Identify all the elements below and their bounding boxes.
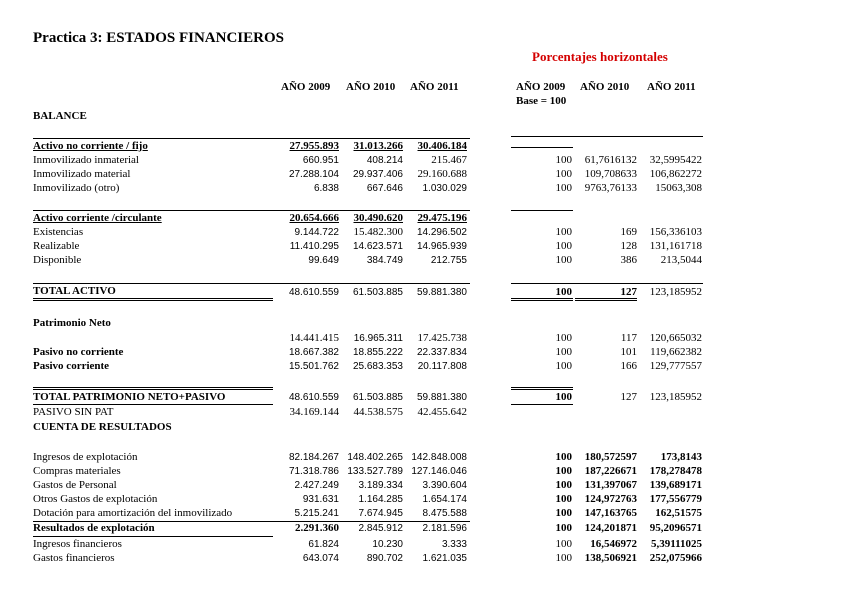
cell-2011: 29.160.688	[417, 168, 467, 180]
double-rule	[33, 298, 273, 301]
pct-2011: 119,662382	[650, 346, 702, 358]
pct-2009: 100	[555, 479, 572, 491]
row-label: Activo no corriente / fijo	[33, 140, 148, 152]
row-label: Compras materiales	[33, 465, 121, 477]
cell-2009: 20.654.666	[289, 212, 339, 224]
row-label: Inmovilizado material	[33, 168, 131, 180]
pct-2011: 162,51575	[655, 507, 702, 519]
row-label: Pasivo no corriente	[33, 346, 124, 358]
cell-2009: 27.288.104	[288, 169, 339, 180]
cell-2011: 14.296.502	[416, 227, 467, 238]
cell-2011: 142.848.008	[411, 452, 467, 463]
cell-2009: 14.441.415	[289, 332, 339, 344]
pct-2010: 127	[620, 286, 637, 298]
rule	[33, 283, 470, 284]
cell-2011: 1.654.174	[422, 494, 467, 505]
cell-2010: 2.845.912	[358, 523, 403, 534]
cell-2009: 5.215.241	[294, 508, 339, 519]
pct-2010: 124,972763	[584, 493, 637, 505]
pct-2009: 100	[555, 346, 572, 358]
rule	[33, 404, 273, 405]
pct-2009: 100	[555, 154, 572, 166]
row-label: Resultados de explotación	[33, 522, 155, 534]
pct-2010: 169	[620, 226, 637, 238]
pct-2009: 100	[555, 182, 572, 194]
cell-2011: 59.881.380	[416, 392, 467, 403]
cell-2011: 127.146.046	[411, 466, 467, 477]
pct-2010: 166	[620, 360, 637, 372]
pct-2010: 9763,76133	[584, 182, 637, 194]
pct-2011: 129,777557	[649, 360, 702, 372]
year-header-2011: AÑO 2011	[410, 81, 459, 93]
cell-2010: 15.482.300	[353, 226, 403, 238]
cell-2010: 384.749	[366, 255, 403, 266]
cell-2011: 8.475.588	[422, 508, 467, 519]
pct-2010: 187,226671	[584, 465, 637, 477]
cell-2011: 17.425.738	[417, 332, 467, 344]
row-label: Existencias	[33, 226, 84, 238]
pct-2011: 5,39111025	[650, 538, 702, 550]
cell-2011: 29.475.196	[417, 212, 467, 224]
row-label: Otros Gastos de explotación	[33, 493, 158, 505]
cell-2010: 61.503.885	[352, 392, 403, 403]
pct-2010: 16,546972	[590, 538, 637, 550]
row-label: Disponible	[33, 254, 82, 266]
pct-2011: 123,185952	[649, 391, 702, 403]
cell-2010: 30.490.620	[353, 212, 403, 224]
cell-2009: 643.074	[302, 553, 339, 564]
pct-2009: 100	[555, 391, 572, 403]
cell-2010: 667.646	[366, 183, 403, 194]
pct-2009: 100	[555, 226, 572, 238]
pct-2011: 106,862272	[649, 168, 702, 180]
pct-header-2011: AÑO 2011	[647, 81, 696, 93]
section-balance: BALANCE	[33, 110, 87, 122]
cell-2009: 71.318.786	[288, 466, 339, 477]
pct-2010: 128	[620, 240, 637, 252]
row-label: TOTAL PATRIMONIO NETO+PASIVO	[33, 391, 226, 403]
cell-2010: 61.503.885	[352, 287, 403, 298]
pct-2011: 131,161718	[649, 240, 702, 252]
pct-2010: 180,572597	[584, 451, 637, 463]
pct-2011: 156,336103	[649, 226, 702, 238]
percent-section-title: Porcentajes horizontales	[532, 49, 668, 64]
cell-2010: 3.189.334	[358, 480, 403, 491]
cell-2011: 42.455.642	[417, 406, 467, 418]
pct-base-note: Base = 100	[516, 95, 567, 107]
rule-pct-sub	[511, 147, 573, 148]
pct-2009: 100	[555, 538, 572, 550]
rule	[511, 404, 573, 405]
cell-2011: 1.030.029	[422, 183, 467, 194]
cell-2011: 30.406.184	[417, 140, 467, 152]
section-cuenta-resultados: CUENTA DE RESULTADOS	[33, 421, 172, 433]
pct-2011: 139,689171	[649, 479, 702, 491]
row-label: PASIVO SIN PAT	[33, 406, 114, 418]
pct-header-2010: AÑO 2010	[580, 81, 630, 93]
cell-2010: 408.214	[366, 155, 403, 166]
pct-2010: 131,397067	[584, 479, 637, 491]
row-label: Realizable	[33, 240, 80, 252]
row-label: Activo corriente /circulante	[33, 212, 162, 224]
cell-2010: 16.965.311	[353, 333, 403, 344]
pct-2009: 100	[555, 168, 572, 180]
cell-2011: 3.333	[441, 539, 467, 550]
pct-2010: 138,506921	[584, 552, 637, 564]
cell-2010: 148.402.265	[347, 452, 403, 463]
rule	[511, 210, 573, 211]
row-label: Gastos financieros	[33, 552, 115, 564]
pct-2009: 100	[555, 493, 572, 505]
cell-2009: 82.184.267	[288, 452, 339, 463]
row-label: Ingresos de explotación	[33, 451, 138, 463]
cell-2011: 212.755	[430, 255, 467, 266]
pct-2011: 177,556779	[649, 493, 702, 505]
cell-2009: 99.649	[308, 255, 339, 266]
cell-2010: 18.855.222	[352, 347, 403, 358]
cell-2010: 7.674.945	[358, 508, 403, 519]
year-header-2010: AÑO 2010	[346, 81, 396, 93]
cell-2009: 48.610.559	[288, 392, 339, 403]
cell-2009: 34.169.144	[289, 406, 339, 418]
cell-2009: 931.631	[302, 494, 339, 505]
cell-2010: 890.702	[366, 553, 403, 564]
cell-2009: 2.427.249	[294, 480, 339, 491]
row-label: Ingresos financieros	[33, 538, 122, 550]
pct-2009: 100	[555, 254, 572, 266]
pct-2009: 100	[555, 286, 572, 298]
cell-2011: 2.181.596	[422, 523, 467, 534]
cell-2009: 6.838	[313, 183, 339, 194]
cell-2011: 1.621.035	[422, 553, 467, 564]
pct-2011: 15063,308	[655, 182, 702, 194]
cell-2009: 27.955.893	[289, 140, 339, 152]
pct-2011: 95,2096571	[649, 522, 702, 534]
pct-2009: 100	[555, 465, 572, 477]
pct-2011: 252,075966	[649, 552, 702, 564]
double-rule	[575, 298, 637, 301]
year-header-2009: AÑO 2009	[281, 81, 331, 93]
pct-2010: 117	[620, 332, 637, 344]
pct-2009: 100	[555, 360, 572, 372]
cell-2010: 10.230	[372, 539, 403, 550]
pct-2010: 127	[620, 391, 637, 403]
cell-2009: 15.501.762	[288, 361, 339, 372]
row-label: Inmovilizado inmaterial	[33, 154, 139, 166]
pct-2009: 100	[555, 507, 572, 519]
cell-2010: 31.013.266	[353, 140, 403, 152]
cell-2009: 11.410.295	[289, 241, 339, 252]
page-title: Practica 3: ESTADOS FINANCIEROS	[33, 30, 284, 46]
cell-2010: 133.527.789	[347, 466, 403, 477]
pct-2011: 123,185952	[649, 286, 702, 298]
cell-2011: 215.467	[431, 154, 467, 166]
rule-pct-top	[511, 136, 703, 137]
cell-2010: 14.623.571	[352, 241, 403, 252]
cell-2011: 20.117.808	[417, 361, 467, 372]
pct-2010: 61,7616132	[584, 154, 637, 166]
section-patrimonio: Patrimonio Neto	[33, 317, 111, 329]
pct-2010: 109,708633	[584, 168, 637, 180]
cell-2009: 61.824	[308, 539, 339, 550]
cell-2009: 48.610.559	[288, 287, 339, 298]
pct-2009: 100	[555, 451, 572, 463]
row-label: Gastos de Personal	[33, 479, 117, 491]
double-rule	[33, 387, 273, 390]
rule	[33, 210, 470, 211]
pct-2010: 124,201871	[584, 522, 637, 534]
cell-2009: 2.291.360	[295, 522, 339, 534]
cell-2010: 29.937.406	[352, 169, 403, 180]
pct-2011: 120,665032	[649, 332, 702, 344]
pct-2011: 173,8143	[660, 451, 702, 463]
cell-2010: 44.538.575	[353, 406, 403, 418]
double-rule	[511, 298, 573, 301]
rule-balance-top	[33, 138, 470, 139]
cell-2009: 660.951	[302, 155, 339, 166]
rule	[33, 536, 273, 537]
double-rule	[511, 387, 573, 390]
cell-2011: 22.337.834	[416, 347, 467, 358]
pct-2009: 100	[555, 332, 572, 344]
pct-2009: 100	[555, 240, 572, 252]
row-label: TOTAL ACTIVO	[33, 285, 116, 297]
cell-2009: 18.667.382	[288, 347, 339, 358]
pct-2011: 213,5044	[660, 254, 702, 266]
cell-2011: 59.881.380	[416, 287, 467, 298]
row-label: Inmovilizado (otro)	[33, 182, 120, 194]
rule	[511, 283, 703, 284]
pct-2009: 100	[555, 552, 572, 564]
cell-2010: 25.683.353	[352, 361, 403, 372]
pct-2009: 100	[555, 522, 572, 534]
cell-2011: 14.965.939	[416, 241, 467, 252]
pct-2010: 147,163765	[584, 507, 637, 519]
pct-2010: 101	[620, 346, 637, 358]
pct-2011: 178,278478	[649, 465, 702, 477]
pct-header-2009: AÑO 2009	[516, 81, 566, 93]
row-label: Pasivo corriente	[33, 360, 110, 372]
row-label: Dotación para amortización del inmovilizado	[33, 507, 233, 519]
cell-2009: 9.144.722	[294, 227, 339, 238]
cell-2010: 1.164.285	[358, 494, 403, 505]
cell-2011: 3.390.604	[422, 480, 467, 491]
pct-2010: 386	[620, 254, 637, 266]
pct-2011: 32,5995422	[649, 154, 702, 166]
